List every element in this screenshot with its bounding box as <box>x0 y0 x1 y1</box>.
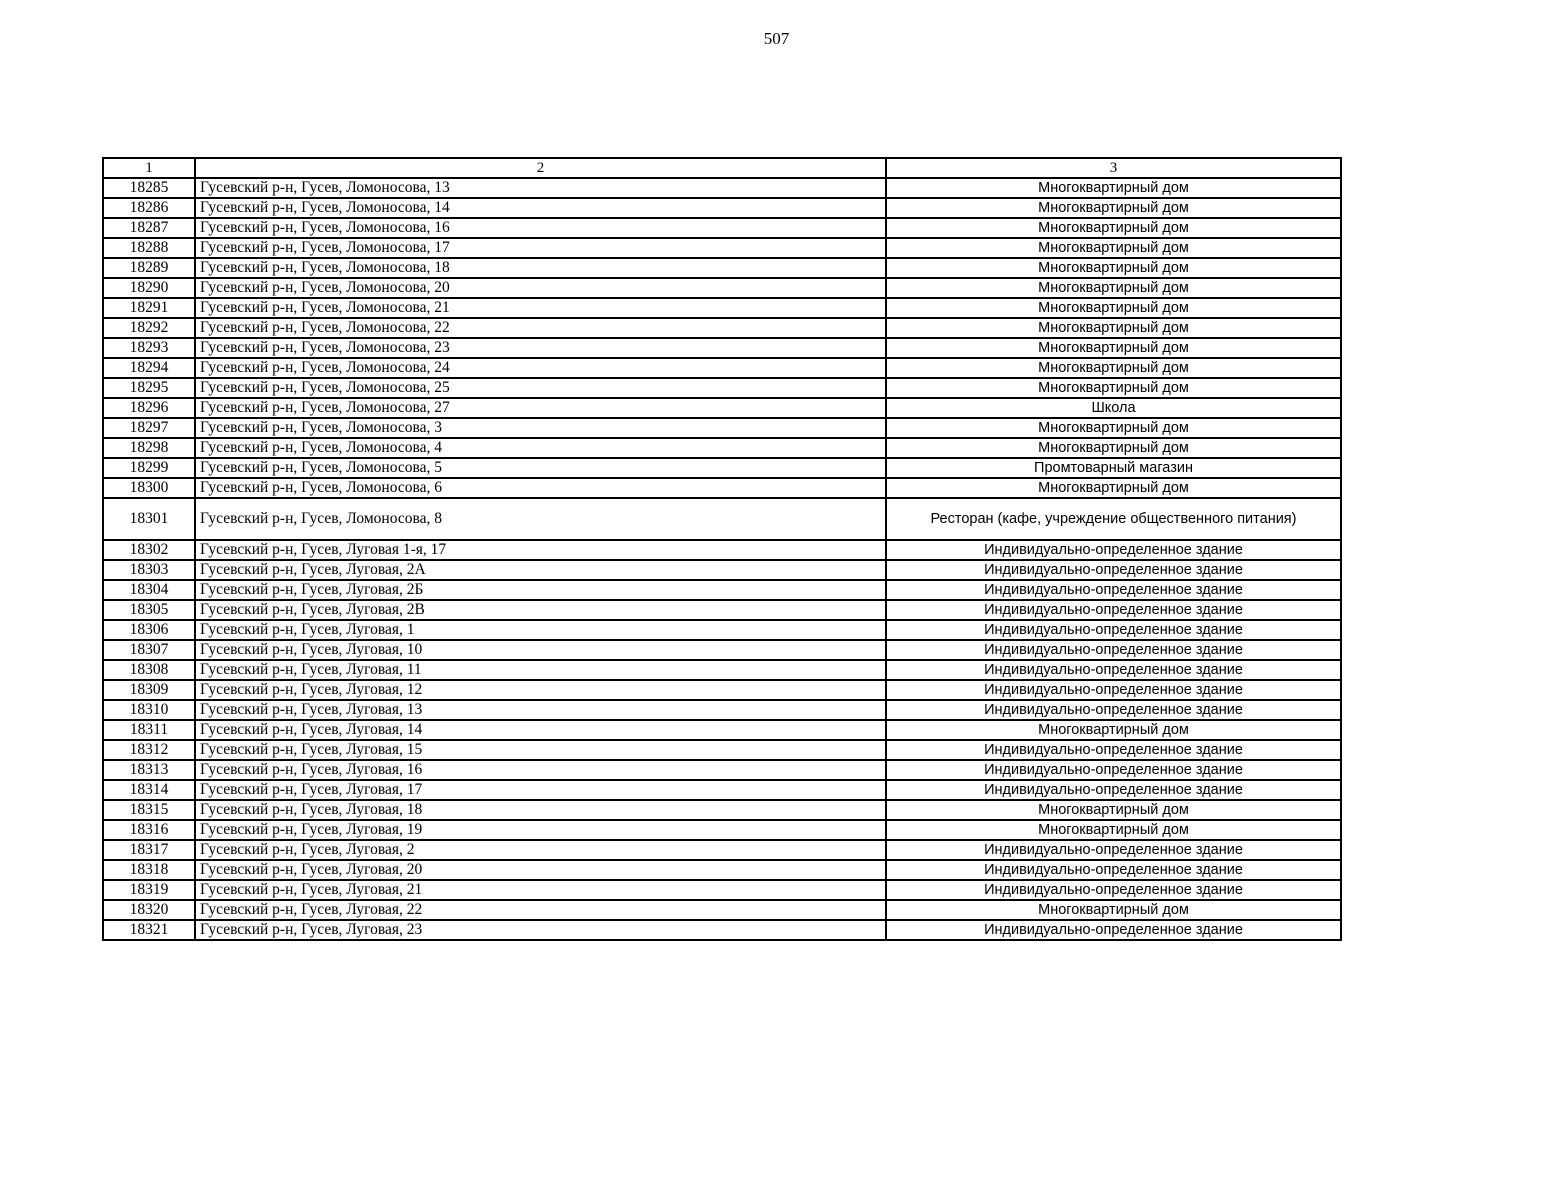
row-number-cell: 18309 <box>103 680 195 700</box>
row-number-cell: 18301 <box>103 498 195 540</box>
address-cell: Гусевский р-н, Гусев, Луговая, 15 <box>195 740 886 760</box>
building-type-cell: Индивидуально-определенное здание <box>886 840 1341 860</box>
row-number-cell: 18291 <box>103 298 195 318</box>
table-row <box>103 860 1341 880</box>
address-cell: Гусевский р-н, Гусев, Ломоносова, 22 <box>195 318 886 338</box>
row-number-cell: 18305 <box>103 600 195 620</box>
address-cell: Гусевский р-н, Гусев, Ломоносова, 14 <box>195 198 886 218</box>
building-type-cell: Многоквартирный дом <box>886 218 1341 238</box>
building-type-cell: Многоквартирный дом <box>886 438 1341 458</box>
table-row <box>103 680 1341 700</box>
address-cell: Гусевский р-н, Гусев, Ломоносова, 4 <box>195 438 886 458</box>
address-cell: Гусевский р-н, Гусев, Луговая, 22 <box>195 900 886 920</box>
building-type-cell: Индивидуально-определенное здание <box>886 600 1341 620</box>
row-number-cell: 18287 <box>103 218 195 238</box>
address-cell: Гусевский р-н, Гусев, Луговая, 18 <box>195 800 886 820</box>
row-number-cell: 18294 <box>103 358 195 378</box>
table-row <box>103 178 1341 198</box>
building-type-cell: Школа <box>886 398 1341 418</box>
row-number-cell: 18296 <box>103 398 195 418</box>
row-number-cell: 18317 <box>103 840 195 860</box>
row-number-cell: 18310 <box>103 700 195 720</box>
building-type-cell: Индивидуально-определенное здание <box>886 880 1341 900</box>
building-type-cell: Многоквартирный дом <box>886 278 1341 298</box>
table-row <box>103 600 1341 620</box>
building-type-cell: Многоквартирный дом <box>886 378 1341 398</box>
table-row <box>103 398 1341 418</box>
table-row <box>103 318 1341 338</box>
address-cell: Гусевский р-н, Гусев, Луговая, 21 <box>195 880 886 900</box>
column-header-2: 2 <box>195 158 886 178</box>
table-row <box>103 760 1341 780</box>
row-number-cell: 18312 <box>103 740 195 760</box>
table-row <box>103 580 1341 600</box>
address-cell: Гусевский р-н, Гусев, Луговая, 16 <box>195 760 886 780</box>
row-number-cell: 18295 <box>103 378 195 398</box>
table-row <box>103 840 1341 860</box>
row-number-cell: 18314 <box>103 780 195 800</box>
address-cell: Гусевский р-н, Гусев, Луговая, 2Б <box>195 580 886 600</box>
building-type-cell: Индивидуально-определенное здание <box>886 580 1341 600</box>
table-row <box>103 478 1341 498</box>
address-cell: Гусевский р-н, Гусев, Луговая, 10 <box>195 640 886 660</box>
building-type-cell: Многоквартирный дом <box>886 800 1341 820</box>
row-number-cell: 18300 <box>103 478 195 498</box>
column-header-3: 3 <box>886 158 1341 178</box>
row-number-cell: 18297 <box>103 418 195 438</box>
building-type-cell: Индивидуально-определенное здание <box>886 920 1341 940</box>
row-number-cell: 18318 <box>103 860 195 880</box>
table-row <box>103 358 1341 378</box>
address-cell: Гусевский р-н, Гусев, Луговая, 12 <box>195 680 886 700</box>
row-number-cell: 18320 <box>103 900 195 920</box>
table-row <box>103 720 1341 740</box>
address-cell: Гусевский р-н, Гусев, Ломоносова, 17 <box>195 238 886 258</box>
building-type-cell: Многоквартирный дом <box>886 820 1341 840</box>
registry-table <box>102 157 1342 941</box>
address-cell: Гусевский р-н, Гусев, Луговая, 17 <box>195 780 886 800</box>
row-number-cell: 18313 <box>103 760 195 780</box>
row-number-cell: 18289 <box>103 258 195 278</box>
row-number-cell: 18306 <box>103 620 195 640</box>
building-type-cell: Многоквартирный дом <box>886 198 1341 218</box>
row-number-cell: 18315 <box>103 800 195 820</box>
row-number-cell: 18319 <box>103 880 195 900</box>
address-cell: Гусевский р-н, Гусев, Ломоносова, 16 <box>195 218 886 238</box>
address-cell: Гусевский р-н, Гусев, Ломоносова, 25 <box>195 378 886 398</box>
page-number: 507 <box>763 29 790 48</box>
address-cell: Гусевский р-н, Гусев, Ломоносова, 23 <box>195 338 886 358</box>
building-type-cell: Индивидуально-определенное здание <box>886 620 1341 640</box>
table-row <box>103 620 1341 640</box>
building-type-cell: Ресторан (кафе, учреждение общественного питания) <box>886 498 1341 540</box>
address-cell: Гусевский р-н, Гусев, Ломоносова, 27 <box>195 398 886 418</box>
row-number-cell: 18290 <box>103 278 195 298</box>
table-row <box>103 800 1341 820</box>
building-type-cell: Индивидуально-определенное здание <box>886 540 1341 560</box>
address-cell: Гусевский р-н, Гусев, Луговая, 1 <box>195 620 886 640</box>
address-cell: Гусевский р-н, Гусев, Луговая 1-я, 17 <box>195 540 886 560</box>
table-row <box>103 418 1341 438</box>
building-type-cell: Индивидуально-определенное здание <box>886 860 1341 880</box>
table-row <box>103 238 1341 258</box>
registry-table-body <box>103 158 1341 940</box>
address-cell: Гусевский р-н, Гусев, Луговая, 11 <box>195 660 886 680</box>
building-type-cell: Индивидуально-определенное здание <box>886 560 1341 580</box>
table-row <box>103 780 1341 800</box>
row-number-cell: 18286 <box>103 198 195 218</box>
row-number-cell: 18303 <box>103 560 195 580</box>
row-number-cell: 18299 <box>103 458 195 478</box>
building-type-cell: Многоквартирный дом <box>886 900 1341 920</box>
table-row <box>103 298 1341 318</box>
table-row <box>103 218 1341 238</box>
building-type-cell: Многоквартирный дом <box>886 238 1341 258</box>
address-cell: Гусевский р-н, Гусев, Ломоносова, 20 <box>195 278 886 298</box>
building-type-cell: Многоквартирный дом <box>886 338 1341 358</box>
address-cell: Гусевский р-н, Гусев, Луговая, 23 <box>195 920 886 940</box>
column-header-1: 1 <box>103 158 195 178</box>
table-row <box>103 920 1341 940</box>
table-row <box>103 438 1341 458</box>
building-type-cell: Индивидуально-определенное здание <box>886 680 1341 700</box>
building-type-cell: Индивидуально-определенное здание <box>886 780 1341 800</box>
table-row <box>103 640 1341 660</box>
row-number-cell: 18288 <box>103 238 195 258</box>
row-number-cell: 18285 <box>103 178 195 198</box>
table-row <box>103 458 1341 478</box>
address-cell: Гусевский р-н, Гусев, Ломоносова, 5 <box>195 458 886 478</box>
table-row <box>103 198 1341 218</box>
table-row <box>103 660 1341 680</box>
table-row <box>103 378 1341 398</box>
building-type-cell: Многоквартирный дом <box>886 258 1341 278</box>
table-row <box>103 740 1341 760</box>
row-number-cell: 18293 <box>103 338 195 358</box>
row-number-cell: 18308 <box>103 660 195 680</box>
row-number-cell: 18302 <box>103 540 195 560</box>
address-cell: Гусевский р-н, Гусев, Ломоносова, 3 <box>195 418 886 438</box>
table-header-row <box>103 158 1341 178</box>
address-cell: Гусевский р-н, Гусев, Ломоносова, 13 <box>195 178 886 198</box>
table-row <box>103 540 1341 560</box>
building-type-cell: Индивидуально-определенное здание <box>886 740 1341 760</box>
address-cell: Гусевский р-н, Гусев, Луговая, 2А <box>195 560 886 580</box>
table-row <box>103 258 1341 278</box>
address-cell: Гусевский р-н, Гусев, Луговая, 19 <box>195 820 886 840</box>
building-type-cell: Промтоварный магазин <box>886 458 1341 478</box>
row-number-cell: 18316 <box>103 820 195 840</box>
building-type-cell: Многоквартирный дом <box>886 178 1341 198</box>
table-row <box>103 338 1341 358</box>
building-type-cell: Индивидуально-определенное здание <box>886 760 1341 780</box>
address-cell: Гусевский р-н, Гусев, Луговая, 20 <box>195 860 886 880</box>
row-number-cell: 18321 <box>103 920 195 940</box>
address-cell: Гусевский р-н, Гусев, Луговая, 14 <box>195 720 886 740</box>
address-cell: Гусевский р-н, Гусев, Ломоносова, 6 <box>195 478 886 498</box>
table-row <box>103 900 1341 920</box>
address-cell: Гусевский р-н, Гусев, Ломоносова, 18 <box>195 258 886 278</box>
table-row <box>103 820 1341 840</box>
address-cell: Гусевский р-н, Гусев, Луговая, 2 <box>195 840 886 860</box>
address-cell: Гусевский р-н, Гусев, Ломоносова, 24 <box>195 358 886 378</box>
building-type-cell: Многоквартирный дом <box>886 358 1341 378</box>
address-cell: Гусевский р-н, Гусев, Ломоносова, 21 <box>195 298 886 318</box>
building-type-cell: Индивидуально-определенное здание <box>886 700 1341 720</box>
building-type-cell: Многоквартирный дом <box>886 478 1341 498</box>
table-row <box>103 278 1341 298</box>
building-type-cell: Многоквартирный дом <box>886 318 1341 338</box>
row-number-cell: 18298 <box>103 438 195 458</box>
table-row <box>103 700 1341 720</box>
row-number-cell: 18304 <box>103 580 195 600</box>
building-type-cell: Индивидуально-определенное здание <box>886 640 1341 660</box>
building-type-cell: Индивидуально-определенное здание <box>886 660 1341 680</box>
address-cell: Гусевский р-н, Гусев, Луговая, 13 <box>195 700 886 720</box>
row-number-cell: 18307 <box>103 640 195 660</box>
table-row <box>103 880 1341 900</box>
building-type-cell: Многоквартирный дом <box>886 720 1341 740</box>
row-number-cell: 18311 <box>103 720 195 740</box>
row-number-cell: 18292 <box>103 318 195 338</box>
table-row <box>103 560 1341 580</box>
building-type-cell: Многоквартирный дом <box>886 298 1341 318</box>
building-type-cell: Многоквартирный дом <box>886 418 1341 438</box>
address-cell: Гусевский р-н, Гусев, Луговая, 2В <box>195 600 886 620</box>
address-cell: Гусевский р-н, Гусев, Ломоносова, 8 <box>195 498 886 540</box>
table-row <box>103 498 1341 540</box>
